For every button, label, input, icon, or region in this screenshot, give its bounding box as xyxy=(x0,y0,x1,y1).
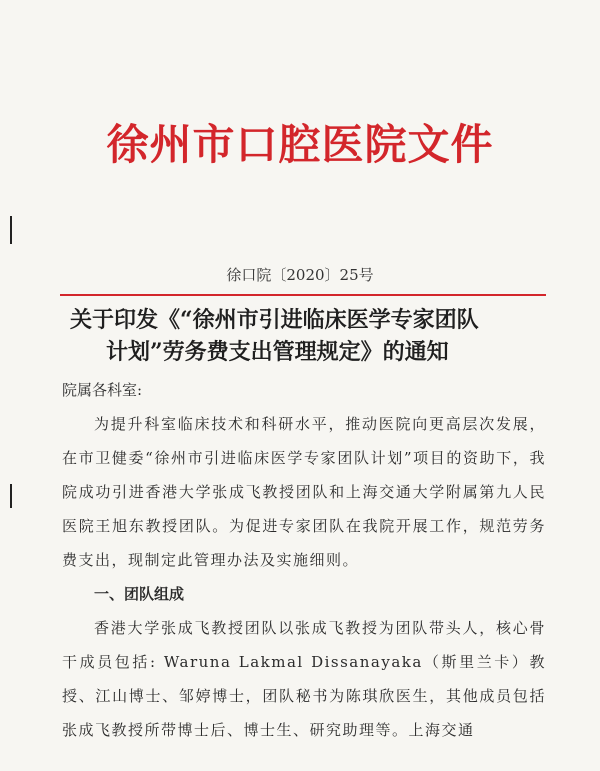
notice-title-line-2: 计划”劳务费支出管理规定》的通知 xyxy=(106,339,449,365)
document-body xyxy=(62,373,546,747)
scan-edge-mark-top xyxy=(10,216,12,244)
paragraph-1: 为提升科室临床技术和科研水平，推动医院向更高层次发展，在市卫健委“徐州市引进临床医学专家团队计划”项目的资助下，我院成功引进香港大学张成飞教授团队和上海交通大学附属第九人民医院王旭东教授团队。为促进专家团队在我院开展工作，规范劳务费支出，现制定此管理办法及实施细则。 xyxy=(62,415,546,569)
notice-title-line-1: 关于印发《“徐州市引进临床医学专家团队 xyxy=(70,307,479,333)
section-1-heading: 一、团队组成 xyxy=(94,585,185,603)
notice-title xyxy=(70,304,550,368)
scan-edge-mark-bottom xyxy=(10,484,12,508)
document-header-title: 徐州市口腔医院文件 xyxy=(106,120,494,169)
paragraph-2: 香港大学张成飞教授团队以张成飞教授为团队带头人，核心骨干成员包括: Waruna Lakmal Dissanayaka（斯里兰卡）教授、江山博士、邹婷博士，团队秘书为陈琪欣医生，其他成员包括张成飞教授所带博士后、博士生、研究助理等。上海交通 xyxy=(62,619,546,739)
document-number: 徐口院〔2020〕25号 xyxy=(226,266,374,284)
red-divider-line xyxy=(60,294,546,296)
salutation: 院属各科室: xyxy=(62,381,143,399)
